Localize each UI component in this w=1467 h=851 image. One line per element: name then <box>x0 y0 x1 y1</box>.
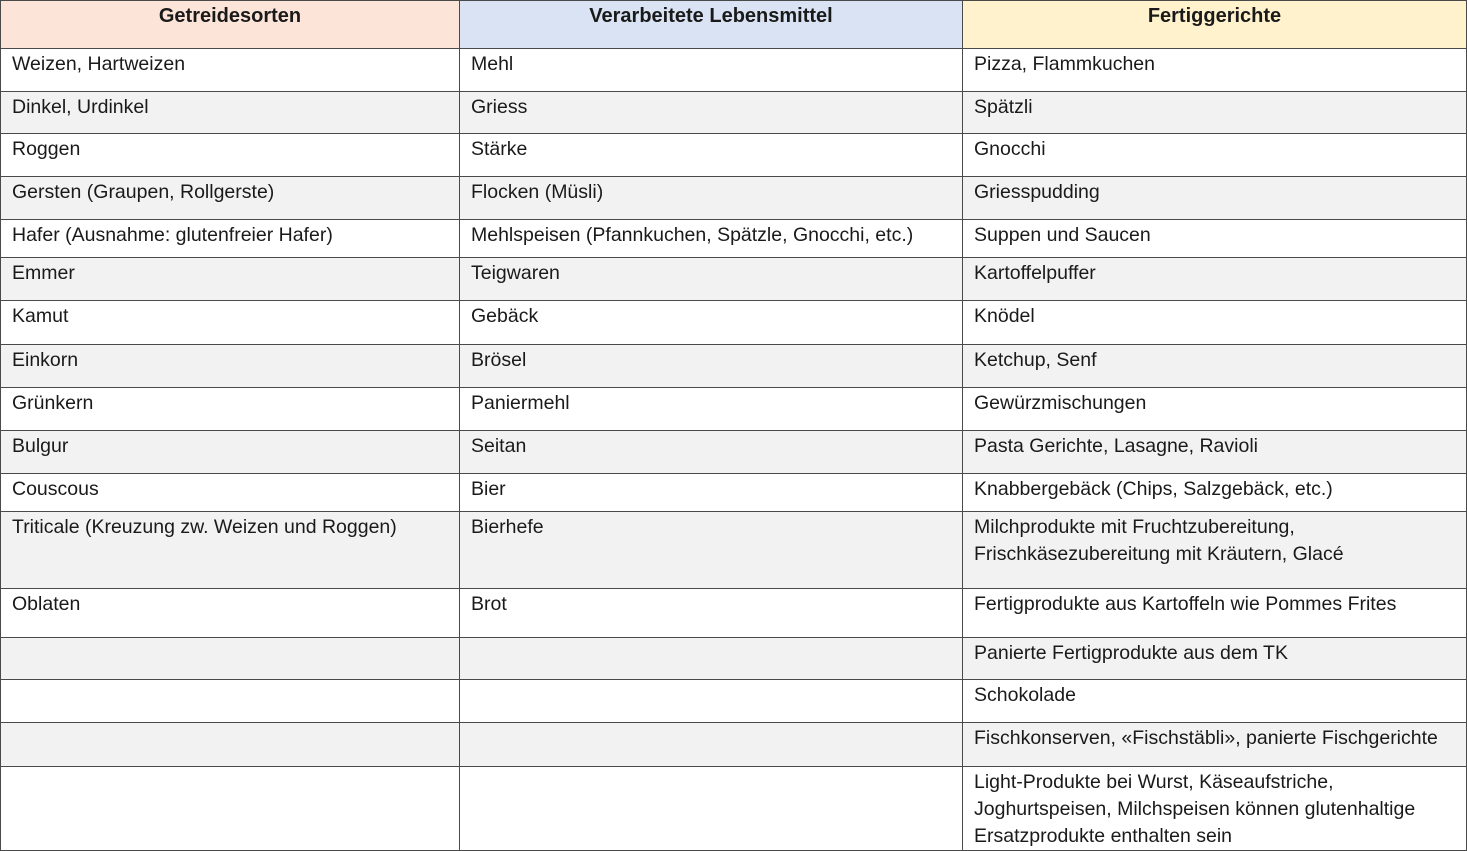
table-cell: Triticale (Kreuzung zw. Weizen und Roggen) <box>1 512 460 589</box>
table-row <box>1 345 1467 388</box>
table-row <box>1 220 1467 258</box>
table-cell: Teigwaren <box>460 258 963 301</box>
table-cell <box>460 638 963 680</box>
table-cell: Mehlspeisen (Pfannkuchen, Spätzle, Gnocchi, etc.) <box>460 220 963 258</box>
table-cell: Suppen und Saucen <box>963 220 1467 258</box>
table-cell: Panierte Fertigprodukte aus dem TK <box>963 638 1467 680</box>
table-cell: Schokolade <box>963 680 1467 723</box>
table-cell: Flocken (Müsli) <box>460 177 963 220</box>
table-row <box>1 258 1467 301</box>
header-verarbeitete-lebensmittel: Verarbeitete Lebensmittel <box>460 1 963 49</box>
table-cell: Ketchup, Senf <box>963 345 1467 388</box>
table-row <box>1 134 1467 177</box>
table-cell <box>460 680 963 723</box>
table-cell <box>1 638 460 680</box>
table-cell: Emmer <box>1 258 460 301</box>
table-cell: Knabbergebäck (Chips, Salzgebäck, etc.) <box>963 474 1467 512</box>
table-cell: Milchprodukte mit Fruchtzubereitung, Frischkäsezubereitung mit Kräutern, Glacé <box>963 512 1467 589</box>
table-cell: Pizza, Flammkuchen <box>963 49 1467 92</box>
table-row <box>1 512 1467 589</box>
table-cell: Bulgur <box>1 431 460 474</box>
table-cell: Kamut <box>1 301 460 345</box>
table-cell: Seitan <box>460 431 963 474</box>
table-cell <box>1 680 460 723</box>
table-row <box>1 388 1467 431</box>
table-cell: Dinkel, Urdinkel <box>1 92 460 134</box>
table-row <box>1 680 1467 723</box>
table-cell <box>460 723 963 767</box>
table-cell: Oblaten <box>1 589 460 638</box>
table-row <box>1 177 1467 220</box>
header-row <box>1 1 1467 49</box>
table-cell <box>460 767 963 851</box>
table-cell: Bierhefe <box>460 512 963 589</box>
table-row <box>1 49 1467 92</box>
table-row <box>1 589 1467 638</box>
table-row <box>1 301 1467 345</box>
table-cell: Grünkern <box>1 388 460 431</box>
header-getreidesorten: Getreidesorten <box>1 1 460 49</box>
table-cell <box>1 767 460 851</box>
table-cell: Roggen <box>1 134 460 177</box>
table-cell: Couscous <box>1 474 460 512</box>
table-cell: Einkorn <box>1 345 460 388</box>
table-cell <box>1 723 460 767</box>
table-cell: Gersten (Graupen, Rollgerste) <box>1 177 460 220</box>
table-cell: Kartoffelpuffer <box>963 258 1467 301</box>
header-fertiggerichte: Fertiggerichte <box>963 1 1467 49</box>
table-cell: Gewürzmischungen <box>963 388 1467 431</box>
table-cell: Weizen, Hartweizen <box>1 49 460 92</box>
table-cell: Mehl <box>460 49 963 92</box>
table-cell: Stärke <box>460 134 963 177</box>
table-cell: Griess <box>460 92 963 134</box>
table-cell: Gebäck <box>460 301 963 345</box>
table-cell: Pasta Gerichte, Lasagne, Ravioli <box>963 431 1467 474</box>
table-row <box>1 723 1467 767</box>
table-row <box>1 767 1467 851</box>
table-row <box>1 92 1467 134</box>
table-cell: Knödel <box>963 301 1467 345</box>
table-row <box>1 638 1467 680</box>
table-cell: Griesspudding <box>963 177 1467 220</box>
table-cell: Gnocchi <box>963 134 1467 177</box>
table-cell: Fischkonserven, «Fischstäbli», panierte Fischgerichte <box>963 723 1467 767</box>
table-cell: Light-Produkte bei Wurst, Käseaufstriche, Joghurtspeisen, Milchspeisen können glutenhaltige Ersatzprodukte enthalten sein <box>963 767 1467 851</box>
table-row <box>1 431 1467 474</box>
table-cell: Paniermehl <box>460 388 963 431</box>
table-cell: Brösel <box>460 345 963 388</box>
table-cell: Spätzli <box>963 92 1467 134</box>
table-cell: Bier <box>460 474 963 512</box>
table-cell: Hafer (Ausnahme: glutenfreier Hafer) <box>1 220 460 258</box>
table-cell: Fertigprodukte aus Kartoffeln wie Pommes Frites <box>963 589 1467 638</box>
table-row <box>1 474 1467 512</box>
table-cell: Brot <box>460 589 963 638</box>
